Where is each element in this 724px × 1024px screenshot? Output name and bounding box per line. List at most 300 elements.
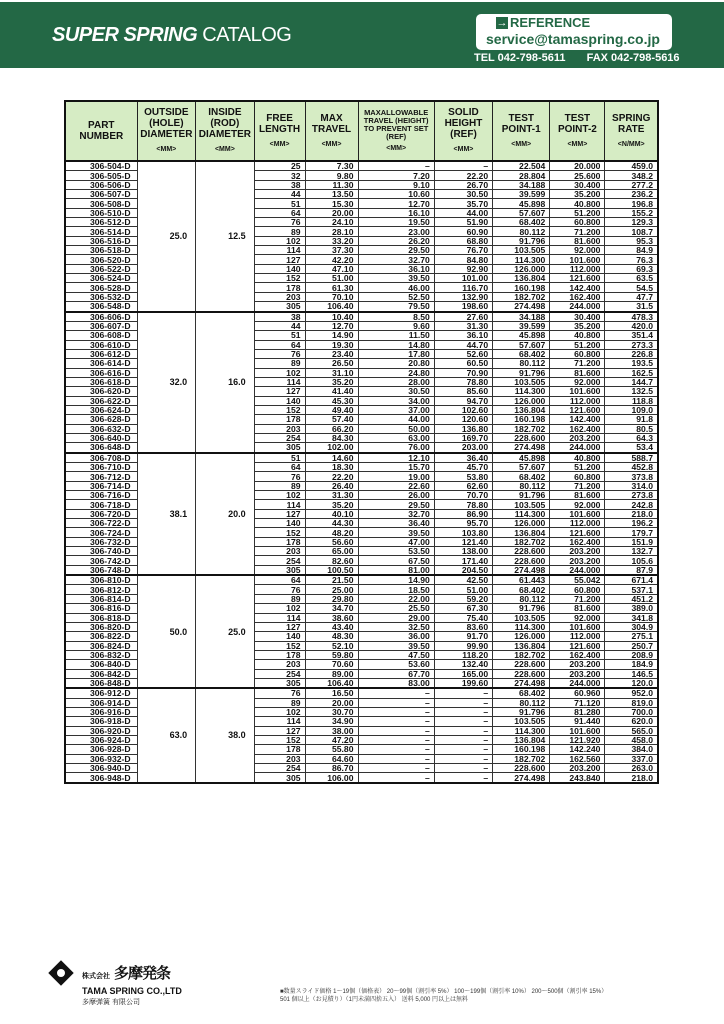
solid-height: 35.70 [434,199,492,208]
part-number: 306-528-D [65,283,137,292]
free-length: 305 [254,678,305,688]
max-allowable-travel: 19.00 [358,472,434,481]
max-allowable-travel: 16.10 [358,208,434,217]
test-point-2: 20.000 [550,161,605,171]
test-point-1: 182.702 [493,424,550,433]
max-travel: 37.30 [305,246,358,255]
test-point-2: 30.400 [550,180,605,189]
free-length: 76 [254,472,305,481]
max-travel: 16.50 [305,688,358,698]
outside-diameter: 32.0 [137,312,196,453]
spring-rate: 671.4 [605,575,658,585]
column-header [550,101,605,161]
test-point-2: 142.400 [550,415,605,424]
spring-rate: 337.0 [605,754,658,763]
max-travel: 52.10 [305,641,358,650]
test-point-1: 80.112 [493,698,550,707]
free-length: 114 [254,717,305,726]
spring-rate: 273.8 [605,491,658,500]
test-point-1: 34.188 [493,312,550,322]
solid-height: 203.00 [434,443,492,453]
max-travel: 29.80 [305,594,358,603]
max-travel: 44.30 [305,519,358,528]
test-point-1: 80.112 [493,481,550,490]
spring-rate: 144.7 [605,377,658,386]
free-length: 89 [254,594,305,603]
spring-rate: 91.8 [605,415,658,424]
solid-height: 95.70 [434,519,492,528]
spring-rate: 151.9 [605,537,658,546]
max-allowable-travel: 29.50 [358,500,434,509]
solid-height: 198.60 [434,302,492,312]
column-header-label: PART NUMBER [79,120,124,142]
max-travel: 19.30 [305,340,358,349]
test-point-2: 71.200 [550,481,605,490]
part-number: 306-608-D [65,331,137,340]
max-travel: 31.10 [305,368,358,377]
spring-rate: 105.6 [605,556,658,565]
max-travel: 14.60 [305,453,358,463]
solid-height: 91.70 [434,632,492,641]
test-point-2: 35.200 [550,190,605,199]
part-number: 306-724-D [65,528,137,537]
spring-rate: 47.7 [605,292,658,301]
max-travel: 11.30 [305,180,358,189]
test-point-1: 274.498 [493,678,550,688]
test-point-1: 114.300 [493,509,550,518]
test-point-2: 25.600 [550,171,605,180]
test-point-2: 112.000 [550,632,605,641]
solid-height: – [434,754,492,763]
solid-height: 42.50 [434,575,492,585]
tel-number: TEL 042-798-5611 [474,52,566,64]
catalog-title-bold: SUPER SPRING [52,24,198,46]
solid-height: 92.90 [434,264,492,273]
test-point-2: 81.280 [550,707,605,716]
part-number: 306-816-D [65,604,137,613]
solid-height: 84.80 [434,255,492,264]
solid-height: – [434,688,492,698]
max-travel: 42.20 [305,255,358,264]
max-travel: 15.30 [305,199,358,208]
max-travel: 34.90 [305,717,358,726]
test-point-1: 126.000 [493,519,550,528]
max-travel: 47.20 [305,735,358,744]
solid-height: 26.70 [434,180,492,189]
test-point-1: 136.804 [493,735,550,744]
solid-height: 31.30 [434,321,492,330]
test-point-1: 68.402 [493,472,550,481]
solid-height: 116.70 [434,283,492,292]
test-point-2: 60.800 [550,218,605,227]
spring-rate: 952.0 [605,688,658,698]
test-point-1: 160.198 [493,415,550,424]
pricing-note [280,988,607,1004]
spring-rate: 348.2 [605,171,658,180]
test-point-2: 203.200 [550,764,605,773]
test-point-1: 45.898 [493,199,550,208]
test-point-1: 68.402 [493,349,550,358]
test-point-1: 91.796 [493,604,550,613]
solid-height: 136.80 [434,424,492,433]
test-point-2: 142.400 [550,283,605,292]
part-number: 306-507-D [65,190,137,199]
max-allowable-travel: – [358,161,434,171]
spring-rate: 452.8 [605,463,658,472]
test-point-2: 121.600 [550,274,605,283]
max-travel: 56.60 [305,537,358,546]
max-travel: 84.30 [305,433,358,442]
test-point-2: 92.000 [550,613,605,622]
test-point-1: 228.600 [493,669,550,678]
column-unit: <MM> [156,146,177,153]
solid-height: 75.40 [434,613,492,622]
test-point-1: 182.702 [493,537,550,546]
contact-email[interactable]: service@tamaspring.co.jp [486,31,660,47]
test-point-2: 203.200 [550,556,605,565]
column-unit: <N/MM> [617,140,645,148]
solid-height: 51.90 [434,218,492,227]
test-point-2: 92.000 [550,500,605,509]
test-point-2: 81.600 [550,236,605,245]
test-point-1: 228.600 [493,556,550,565]
company-mark-icon [48,960,73,985]
solid-height: 138.00 [434,547,492,556]
free-length: 89 [254,227,305,236]
spring-rate: 53.4 [605,443,658,453]
max-allowable-travel: – [358,735,434,744]
spring-rate: 226.8 [605,349,658,358]
max-allowable-travel: 79.50 [358,302,434,312]
max-travel: 89.00 [305,669,358,678]
test-point-1: 274.498 [493,443,550,453]
column-header-label: FREE LENGTH [259,112,301,135]
solid-height: 132.90 [434,292,492,301]
inside-diameter: 20.0 [196,453,255,575]
spring-rate: 63.5 [605,274,658,283]
free-length: 203 [254,754,305,763]
spring-rate: 162.5 [605,368,658,377]
table-row [65,161,658,171]
max-travel: 18.30 [305,463,358,472]
max-allowable-travel: 28.00 [358,377,434,386]
part-number: 306-524-D [65,274,137,283]
max-allowable-travel: 14.90 [358,575,434,585]
test-point-1: 274.498 [493,302,550,312]
free-length: 38 [254,180,305,189]
part-number: 306-718-D [65,500,137,509]
test-point-1: 91.796 [493,707,550,716]
spring-rate: 478.3 [605,312,658,322]
max-travel: 102.00 [305,443,358,453]
solid-height: 52.60 [434,349,492,358]
free-length: 203 [254,660,305,669]
solid-height: 53.80 [434,472,492,481]
test-point-1: 274.498 [493,773,550,783]
max-travel: 100.50 [305,565,358,575]
free-length: 32 [254,171,305,180]
part-number: 306-842-D [65,669,137,678]
max-allowable-travel: 32.70 [358,509,434,518]
solid-height: 60.90 [434,227,492,236]
part-number: 306-832-D [65,650,137,659]
free-length: 140 [254,264,305,273]
test-point-2: 121.920 [550,735,605,744]
test-point-1: 126.000 [493,396,550,405]
free-length: 127 [254,726,305,735]
part-number: 306-924-D [65,735,137,744]
test-point-2: 121.600 [550,528,605,537]
part-number: 306-610-D [65,340,137,349]
spring-rate: 537.1 [605,585,658,594]
solid-height: 169.70 [434,433,492,442]
test-point-1: 28.804 [493,171,550,180]
free-length: 127 [254,387,305,396]
part-number: 306-814-D [65,594,137,603]
test-point-1: 114.300 [493,622,550,631]
free-length: 114 [254,500,305,509]
part-number: 306-912-D [65,688,137,698]
test-point-2: 112.000 [550,264,605,273]
max-allowable-travel: – [358,698,434,707]
part-number: 306-518-D [65,246,137,255]
free-length: 76 [254,585,305,594]
test-point-2: 101.600 [550,509,605,518]
test-point-1: 57.607 [493,463,550,472]
part-number: 306-714-D [65,481,137,490]
max-travel: 70.60 [305,660,358,669]
max-allowable-travel: 11.50 [358,331,434,340]
spring-rate: 236.2 [605,190,658,199]
column-header [358,101,434,161]
spring-rate: 87.9 [605,565,658,575]
table-row [65,688,658,698]
arrow-right-icon: → [496,16,508,29]
free-length: 89 [254,698,305,707]
free-length: 114 [254,613,305,622]
part-number: 306-612-D [65,349,137,358]
solid-height: 120.60 [434,415,492,424]
solid-height: 204.50 [434,565,492,575]
test-point-2: 162.400 [550,650,605,659]
free-length: 102 [254,604,305,613]
spring-rate: 193.5 [605,359,658,368]
max-travel: 43.40 [305,622,358,631]
max-travel: 65.00 [305,547,358,556]
part-number: 306-818-D [65,613,137,622]
solid-height: 22.20 [434,171,492,180]
solid-height: – [434,745,492,754]
test-point-1: 160.198 [493,283,550,292]
spring-rate: 588.7 [605,453,658,463]
test-point-2: 101.600 [550,622,605,631]
free-length: 254 [254,556,305,565]
part-number: 306-932-D [65,754,137,763]
max-travel: 24.10 [305,218,358,227]
catalog-title-light: CATALOG [197,24,292,46]
solid-height: 44.70 [434,340,492,349]
solid-height: – [434,698,492,707]
test-point-1: 45.898 [493,453,550,463]
test-point-2: 244.000 [550,565,605,575]
test-point-2: 162.400 [550,292,605,301]
test-point-1: 274.498 [493,565,550,575]
test-point-1: 182.702 [493,650,550,659]
spring-rate: 384.0 [605,745,658,754]
spring-rate: 54.5 [605,283,658,292]
test-point-2: 81.600 [550,368,605,377]
part-number: 306-928-D [65,745,137,754]
column-unit: <MM> [214,146,235,153]
test-point-2: 121.600 [550,405,605,414]
solid-height: 36.10 [434,331,492,340]
max-allowable-travel: 32.50 [358,622,434,631]
outside-diameter: 38.1 [137,453,196,575]
free-length: 44 [254,321,305,330]
part-number: 306-632-D [65,424,137,433]
max-allowable-travel: 9.10 [358,180,434,189]
test-point-1: 61.443 [493,575,550,585]
column-header [65,101,137,161]
spring-rate: 80.5 [605,424,658,433]
part-number: 306-742-D [65,556,137,565]
spring-rate: 263.0 [605,764,658,773]
test-point-2: 121.600 [550,641,605,650]
solid-height: 62.60 [434,481,492,490]
part-number: 306-648-D [65,443,137,453]
max-travel: 38.60 [305,613,358,622]
max-allowable-travel: 30.50 [358,387,434,396]
part-number: 306-748-D [65,565,137,575]
solid-height: 78.80 [434,377,492,386]
solid-height: 60.50 [434,359,492,368]
test-point-1: 103.505 [493,613,550,622]
max-allowable-travel: 26.00 [358,491,434,500]
free-length: 127 [254,255,305,264]
spring-rate: 250.7 [605,641,658,650]
free-length: 140 [254,396,305,405]
max-travel: 64.60 [305,754,358,763]
spring-rate: 341.8 [605,613,658,622]
solid-height: 132.40 [434,660,492,669]
max-allowable-travel: 36.10 [358,264,434,273]
test-point-1: 103.505 [493,377,550,386]
spring-rate: 208.9 [605,650,658,659]
column-header [196,101,255,161]
column-header-label: MAXALLOWABLE TRAVEL (HEIGHT) TO PREVENT SET (REF) [363,108,429,141]
part-number: 306-848-D [65,678,137,688]
max-travel: 35.20 [305,500,358,509]
part-number: 306-510-D [65,208,137,217]
max-allowable-travel: 52.50 [358,292,434,301]
max-travel: 106.00 [305,773,358,783]
part-number: 306-840-D [65,660,137,669]
free-length: 140 [254,632,305,641]
test-point-1: 39.599 [493,190,550,199]
part-number: 306-812-D [65,585,137,594]
test-point-2: 40.800 [550,453,605,463]
test-point-1: 228.600 [493,764,550,773]
column-unit: <MM> [321,140,342,148]
part-number: 306-606-D [65,312,137,322]
spring-rate: 277.2 [605,180,658,189]
column-header-label: TEST POINT-2 [557,112,597,135]
part-number: 306-624-D [65,405,137,414]
max-travel: 22.20 [305,472,358,481]
column-header [137,101,196,161]
max-travel: 66.20 [305,424,358,433]
test-point-1: 91.796 [493,236,550,245]
free-length: 203 [254,292,305,301]
free-length: 76 [254,218,305,227]
max-allowable-travel: 17.80 [358,349,434,358]
solid-height: 86.90 [434,509,492,518]
free-length: 114 [254,377,305,386]
max-allowable-travel: 23.00 [358,227,434,236]
test-point-2: 51.200 [550,463,605,472]
reference-label [496,15,590,30]
catalog-title [52,24,291,47]
free-length: 44 [254,190,305,199]
max-allowable-travel: 50.00 [358,424,434,433]
max-travel: 61.30 [305,283,358,292]
part-number: 306-918-D [65,717,137,726]
test-point-1: 68.402 [493,218,550,227]
part-number: 306-508-D [65,199,137,208]
free-length: 89 [254,481,305,490]
spring-rate: 64.3 [605,433,658,442]
part-number: 306-640-D [65,433,137,442]
test-point-1: 22.504 [493,161,550,171]
free-length: 102 [254,707,305,716]
spring-rate: 273.3 [605,340,658,349]
test-point-1: 126.000 [493,632,550,641]
part-number: 306-810-D [65,575,137,585]
max-allowable-travel: 12.10 [358,453,434,463]
reference-text: REFERENCE [510,15,591,30]
test-point-1: 126.000 [493,264,550,273]
test-point-2: 60.800 [550,585,605,594]
max-allowable-travel: – [358,773,434,783]
column-header-label: SOLID HEIGHT (REF) [444,107,483,140]
spring-rate: 155.2 [605,208,658,217]
test-point-2: 162.400 [550,537,605,546]
column-header-label: INSIDE (ROD) DIAMETER [198,107,251,140]
solid-height: 171.40 [434,556,492,565]
solid-height: 121.40 [434,537,492,546]
solid-height: 70.90 [434,368,492,377]
solid-height: – [434,717,492,726]
pricing-note-line-1: ■数量スライド価格 1～19個（価格表） 20～99個（割引率 5%） 100～199個（割引率 10%） 200～500個（割引率 15%） [280,989,608,995]
solid-height: 102.60 [434,405,492,414]
test-point-2: 244.000 [550,302,605,312]
test-point-2: 203.200 [550,660,605,669]
test-point-1: 39.599 [493,321,550,330]
spring-rate: 196.2 [605,519,658,528]
reference-box [476,14,672,50]
test-point-2: 71.200 [550,594,605,603]
spring-rate: 132.5 [605,387,658,396]
table-row [65,575,658,585]
test-point-1: 103.505 [493,246,550,255]
solid-height: 67.30 [434,604,492,613]
test-point-2: 92.000 [550,377,605,386]
test-point-1: 57.607 [493,340,550,349]
part-number: 306-710-D [65,463,137,472]
column-header-label: OUTSIDE (HOLE) DIAMETER [140,107,193,140]
free-length: 254 [254,669,305,678]
max-allowable-travel: 81.00 [358,565,434,575]
